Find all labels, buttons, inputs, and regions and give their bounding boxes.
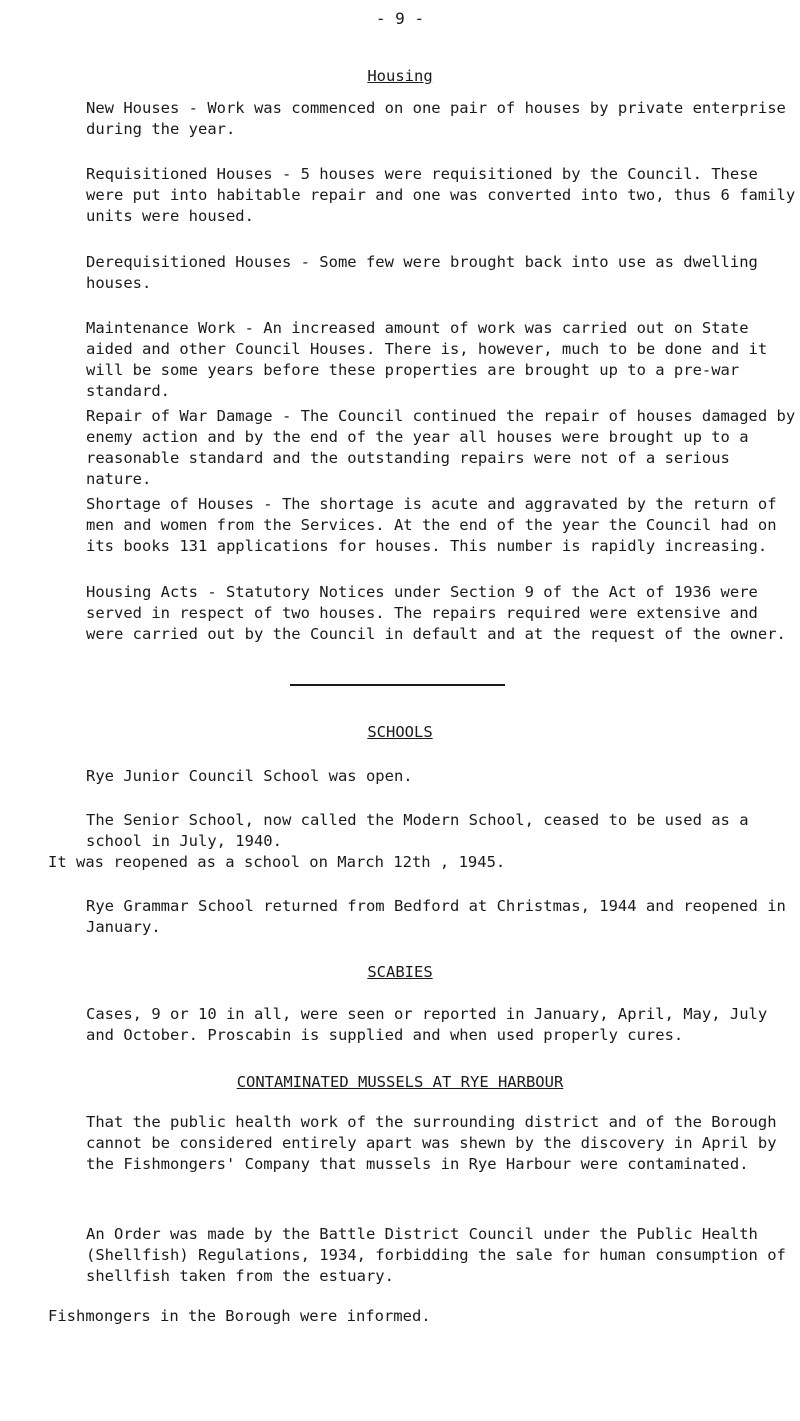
housing-paragraph-housing-acts: Housing Acts - Statutory Notices under Section 9 of the Act of 1936 were served in respect of two houses. The repairs required were extensive and were carried out by the Council in default and at the request of the owner. (86, 583, 786, 643)
housing-paragraph-shortage: Shortage of Houses - The shortage is acute and aggravated by the return of men and women from the Services. At the end of the year the Council had on its books 131 applications for houses. This number is rapidly increasing. (86, 495, 777, 555)
schools-paragraph-senior-reopened: It was reopened as a school on March 12th , 1945. (48, 853, 506, 871)
schools-heading: SCHOOLS (367, 723, 433, 741)
mussels-paragraph-informed: Fishmongers in the Borough were informed. (48, 1307, 431, 1325)
housing-paragraph-war-damage: Repair of War Damage - The Council continued the repair of houses damaged by enemy action and by the end of the year all houses were brought up to a reasonable standard and the outstanding repairs were not of a serious nature. (86, 407, 796, 488)
housing-paragraph-derequisitioned: Derequisitioned Houses - Some few were brought back into use as dwelling houses. (86, 253, 758, 292)
housing-paragraph-maintenance: Maintenance Work - An increased amount of work was carried out on State aided and other Council Houses. There is, however, much to be done and it will be some years before these properties are brought up to a pre-war standard. (86, 319, 768, 400)
section-divider (290, 684, 505, 686)
mussels-heading: CONTAMINATED MUSSELS AT RYE HARBOUR (236, 1073, 564, 1091)
housing-paragraph-new-houses: New Houses - Work was commenced on one pair of houses by private enterprise during the year. (86, 99, 786, 138)
schools-paragraph-senior: The Senior School, now called the Modern School, ceased to be used as a school in July, 1940. (86, 811, 749, 850)
page-number: - 9 - (375, 9, 425, 28)
housing-heading: Housing (367, 67, 433, 85)
mussels-paragraph-discovery: That the public health work of the surrounding district and of the Borough cannot be considered entirely apart was shewn by the discovery in April by the Fishmongers' Company that mussels in Rye Harbour were contaminated. (86, 1113, 777, 1173)
scabies-heading: SCABIES (367, 963, 433, 981)
schools-paragraph-grammar: Rye Grammar School returned from Bedford at Christmas, 1944 and reopened in January. (86, 897, 786, 936)
schools-paragraph-junior: Rye Junior Council School was open. (86, 767, 413, 785)
mussels-paragraph-order: An Order was made by the Battle District Council under the Public Health (Shellfish) Regulations, 1934, forbidding the sale for human consumption of shellfish taken from the estuary. (86, 1225, 786, 1285)
scabies-paragraph: Cases, 9 or 10 in all, were seen or reported in January, April, May, July and October. Proscabin is supplied and when used properly cures. (86, 1005, 768, 1044)
housing-paragraph-requisitioned: Requisitioned Houses - 5 houses were requisitioned by the Council. These were put into habitable repair and one was converted into two, thus 6 family units were housed. (86, 165, 796, 225)
